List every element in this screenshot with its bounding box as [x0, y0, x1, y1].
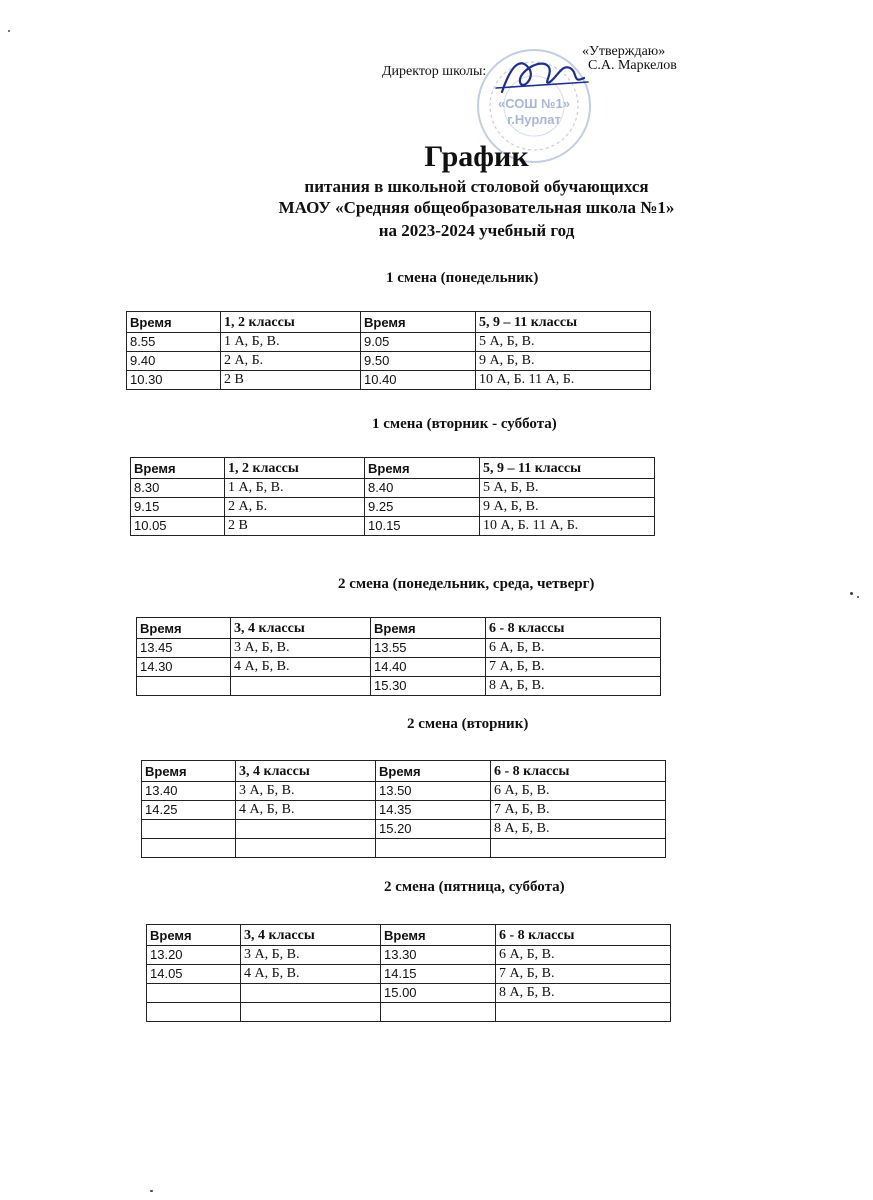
- schedule-table-shift2-tuesday: [141, 760, 666, 858]
- document-title: График: [424, 140, 529, 173]
- table-row: [147, 984, 671, 1003]
- table-header-row: [137, 618, 661, 639]
- table-cell: [491, 839, 666, 858]
- table-row: [137, 639, 661, 658]
- table-cell: 5 А, Б, В.: [480, 479, 655, 498]
- table-cell: 15.30: [371, 677, 486, 696]
- table-row: [142, 782, 666, 801]
- table-cell: [147, 984, 241, 1003]
- table-cell: 6 А, Б, В.: [486, 639, 661, 658]
- section-title-shift1-monday: 1 смена (понедельник): [386, 270, 539, 286]
- table-cell: 2 В: [221, 371, 361, 390]
- header-cell: 3, 4 классы: [231, 618, 371, 639]
- approve-label: «Утверждаю»: [582, 44, 666, 59]
- header-cell: Время: [131, 458, 225, 479]
- header-cell: Время: [137, 618, 231, 639]
- header-cell: 6 - 8 классы: [491, 761, 666, 782]
- subtitle-line-3: на 2023-2024 учебный год: [378, 221, 575, 240]
- table-cell: 9.05: [361, 333, 476, 352]
- table-cell: 7 А, Б, В.: [491, 801, 666, 820]
- table-cell: 6 А, Б, В.: [496, 946, 671, 965]
- header-cell: 5, 9 – 11 классы: [476, 312, 651, 333]
- table-cell: 9.25: [365, 498, 480, 517]
- subtitle-line-1: питания в школьной столовой обучающихся: [304, 177, 649, 196]
- subtitle-line-2: МАОУ «Средняя общеобразовательная школа №1»: [278, 198, 675, 217]
- table-cell: [381, 1003, 496, 1022]
- table-cell: 13.20: [147, 946, 241, 965]
- director-label: Директор школы:: [382, 64, 487, 79]
- table-row: [137, 677, 661, 696]
- table-cell: [231, 677, 371, 696]
- table-row: [127, 371, 651, 390]
- table-row: [147, 1003, 671, 1022]
- table-cell: 10.05: [131, 517, 225, 536]
- section-title-shift2-friday-saturday: 2 смена (пятница, суббота): [384, 879, 565, 895]
- table-row: [131, 517, 655, 536]
- table-cell: 8.30: [131, 479, 225, 498]
- table-cell: 8 А, Б, В.: [486, 677, 661, 696]
- table-cell: 13.40: [142, 782, 236, 801]
- table-row: [147, 965, 671, 984]
- schedule-table-shift1-tuesday-saturday: [130, 457, 655, 536]
- table-cell: 9 А, Б, В.: [480, 498, 655, 517]
- table-cell: 15.00: [381, 984, 496, 1003]
- stamp-text-school: «СОШ №1»: [497, 96, 571, 111]
- section-title-shift2-tuesday: 2 смена (вторник): [407, 716, 529, 732]
- table-cell: [142, 839, 236, 858]
- table-cell: 1 А, Б, В.: [225, 479, 365, 498]
- table-row: [142, 839, 666, 858]
- table-cell: [236, 820, 376, 839]
- header-cell: 1, 2 классы: [221, 312, 361, 333]
- table-row: [137, 658, 661, 677]
- table-cell: 2 А, Б.: [225, 498, 365, 517]
- table-cell: 3 А, Б, В.: [236, 782, 376, 801]
- table-cell: 10.15: [365, 517, 480, 536]
- header-cell: 1, 2 классы: [225, 458, 365, 479]
- table-cell: 10.30: [127, 371, 221, 390]
- table-cell: 8 А, Б, В.: [491, 820, 666, 839]
- schedule-table-shift2-mon-wed-thu: [136, 617, 661, 696]
- table-cell: 8 А, Б, В.: [496, 984, 671, 1003]
- table-cell: 9 А, Б, В.: [476, 352, 651, 371]
- header-cell: 3, 4 классы: [241, 925, 381, 946]
- table-cell: 13.45: [137, 639, 231, 658]
- table-cell: 7 А, Б, В.: [496, 965, 671, 984]
- table-cell: 14.40: [371, 658, 486, 677]
- table-cell: 7 А, Б, В.: [486, 658, 661, 677]
- header-cell: Время: [376, 761, 491, 782]
- table-cell: 10 А, Б. 11 А, Б.: [480, 517, 655, 536]
- scan-speck: [857, 596, 859, 598]
- table-cell: 8.55: [127, 333, 221, 352]
- table-cell: 9.50: [361, 352, 476, 371]
- table-cell: 14.35: [376, 801, 491, 820]
- table-row: [131, 479, 655, 498]
- header-cell: Время: [147, 925, 241, 946]
- table-row: [142, 801, 666, 820]
- table-cell: [376, 839, 491, 858]
- table-cell: 14.30: [137, 658, 231, 677]
- table-cell: 4 А, Б, В.: [236, 801, 376, 820]
- table-header-row: [131, 458, 655, 479]
- header-cell: Время: [365, 458, 480, 479]
- table-cell: [496, 1003, 671, 1022]
- director-signature: [492, 52, 592, 102]
- table-cell: 9.15: [131, 498, 225, 517]
- stamp-text-city: г.Нурлат: [507, 112, 561, 127]
- scan-speck: [8, 30, 10, 32]
- table-cell: [142, 820, 236, 839]
- header-cell: Время: [361, 312, 476, 333]
- table-cell: [137, 677, 231, 696]
- header-cell: 6 - 8 классы: [486, 618, 661, 639]
- table-row: [142, 820, 666, 839]
- table-row: [131, 498, 655, 517]
- table-cell: 9.40: [127, 352, 221, 371]
- section-title-shift2-mon-wed-thu: 2 смена (понедельник, среда, четверг): [338, 576, 595, 592]
- table-row: [147, 946, 671, 965]
- header-cell: 5, 9 – 11 классы: [480, 458, 655, 479]
- table-cell: 6 А, Б, В.: [491, 782, 666, 801]
- table-cell: 14.25: [142, 801, 236, 820]
- header-cell: Время: [381, 925, 496, 946]
- table-cell: 13.55: [371, 639, 486, 658]
- table-cell: 8.40: [365, 479, 480, 498]
- table-cell: 10 А, Б. 11 А, Б.: [476, 371, 651, 390]
- table-cell: [147, 1003, 241, 1022]
- section-title-shift1-tuesday-saturday: 1 смена (вторник - суббота): [372, 416, 557, 432]
- scan-speck: [150, 1190, 153, 1192]
- header-cell: 3, 4 классы: [236, 761, 376, 782]
- table-cell: 13.50: [376, 782, 491, 801]
- table-header-row: [147, 925, 671, 946]
- table-cell: 3 А, Б, В.: [241, 946, 381, 965]
- header-cell: 6 - 8 классы: [496, 925, 671, 946]
- schedule-table-shift2-friday-saturday: [146, 924, 671, 1022]
- table-header-row: [142, 761, 666, 782]
- table-cell: [241, 1003, 381, 1022]
- table-cell: 3 А, Б, В.: [231, 639, 371, 658]
- table-cell: 5 А, Б, В.: [476, 333, 651, 352]
- table-cell: 14.15: [381, 965, 496, 984]
- table-cell: [236, 839, 376, 858]
- table-cell: 2 В: [225, 517, 365, 536]
- table-cell: 14.05: [147, 965, 241, 984]
- director-name: С.А. Маркелов: [588, 58, 677, 73]
- table-cell: 1 А, Б, В.: [221, 333, 361, 352]
- table-cell: 15.20: [376, 820, 491, 839]
- header-cell: Время: [127, 312, 221, 333]
- header-cell: Время: [371, 618, 486, 639]
- table-cell: 4 А, Б, В.: [241, 965, 381, 984]
- schedule-table-shift1-monday: [126, 311, 651, 390]
- table-cell: 2 А, Б.: [221, 352, 361, 371]
- table-row: [127, 352, 651, 371]
- table-row: [127, 333, 651, 352]
- scan-speck: [850, 592, 853, 595]
- header-cell: Время: [142, 761, 236, 782]
- table-cell: 4 А, Б, В.: [231, 658, 371, 677]
- table-header-row: [127, 312, 651, 333]
- table-cell: [241, 984, 381, 1003]
- table-cell: 13.30: [381, 946, 496, 965]
- table-cell: 10.40: [361, 371, 476, 390]
